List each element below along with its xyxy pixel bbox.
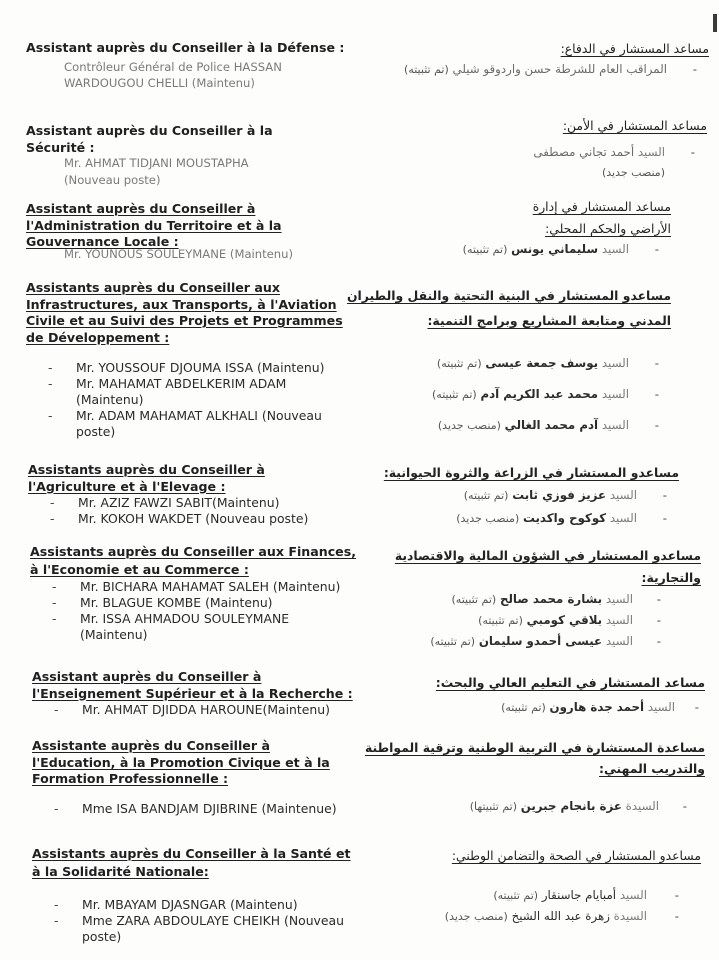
fr-section-enseignement xyxy=(32,669,372,718)
ar-member: - السيدة عزة بانجام جبرين (تم تثبيتها) xyxy=(469,799,687,813)
ar-section-security xyxy=(377,115,707,182)
ar-member: - السيد عيسى أحمدو سليمان (تم تثبيته) xyxy=(430,634,661,648)
ar-member: - السيد آدم محمد الغالي (منصب جديد) xyxy=(437,418,659,432)
fr-section-education xyxy=(32,738,352,817)
ar-member: - السيد عزيز فوزي ثابت (تم تثبيته) xyxy=(463,488,667,502)
ar-section-education xyxy=(345,737,705,817)
ar-heading: مساعدة المستشارة في التربية الوطنية وترقية المواطنة والتدريب المهني: xyxy=(364,740,705,776)
fr-member: - Mr. KOKOH WAKDET (Nouveau poste) xyxy=(50,511,309,526)
fr-member: - Mr. MAHAMAT ABDELKERIM ADAM (Maintenu) xyxy=(48,376,287,407)
fr-member: - Mr. MBAYAM DJASNGAR (Maintenu) xyxy=(54,897,298,912)
ar-heading: مساعد المستشار في الدفاع: xyxy=(560,41,709,56)
ar-section-enseignement xyxy=(365,672,705,718)
ar-member: - السيد بلاقي كومبي (تم تثبيته) xyxy=(478,613,661,627)
fr-heading: Assistant auprès du Conseiller à l'Enseignement Supérieur et à la Recherche : xyxy=(32,669,353,701)
fr-heading: Assistants auprès du Conseiller aux Infrastructures, aux Transports, à l'Aviation Civile et au Suivi des Projets et Programmes de Développement : xyxy=(26,280,343,345)
ar-heading: مساعد المستشار في التعليم العالي والبحث: xyxy=(435,675,705,690)
ar-section-finances xyxy=(341,545,701,652)
ar-heading: مساعدو المستشار في الزراعة والثروة الحيوانية: xyxy=(383,465,679,480)
fr-member: WARDOUGOU CHELLI (Maintenu) xyxy=(64,75,255,90)
fr-heading: Assistant auprès du Conseiller à la Défense : xyxy=(26,40,345,55)
fr-member: - Mr. ADAM MAHAMAT ALKHALI (Nouveau poste) xyxy=(48,408,322,439)
fr-member: Contrôleur Général de Police HASSAN xyxy=(64,59,282,74)
fr-member: - Mr. BLAGUE KOMBE (Maintenu) xyxy=(52,595,273,610)
ar-section-agriculture xyxy=(349,462,679,530)
ar-member: - المراقب العام للشرطة حسن واردوقو شيلي (تم تثبيته) xyxy=(404,62,697,76)
fr-member: (Nouveau poste) xyxy=(64,173,161,187)
fr-heading: Assistants auprès du Conseiller à l'Agriculture et à l'Elevage : xyxy=(28,462,265,494)
fr-member: - Mme ISA BANDJAM DJIBRINE (Maintenue) xyxy=(54,800,337,816)
fr-member: Mr. AHMAT TIDJANI MOUSTAPHA xyxy=(64,156,249,170)
ar-section-sante xyxy=(361,845,701,927)
ar-heading: مساعدو المستشار في الصحة والتضامن الوطني: xyxy=(451,848,701,863)
ar-member: - السيد بشارة محمد صالح (تم تثبيته) xyxy=(451,592,661,606)
fr-heading: Assistant auprès du Conseiller à l'Administration du Territoire et à la Gouvernance Locale : xyxy=(26,201,282,249)
ar-heading: مساعد المستشار في إدارة الأراضي والحكم المحلي: xyxy=(532,199,671,236)
fr-member: - Mr. AZIZ FAWZI SABIT(Maintenu) xyxy=(50,495,280,510)
fr-section-infrastructures xyxy=(26,280,346,440)
ar-section-administration xyxy=(371,196,671,260)
ar-section-infrastructures xyxy=(341,283,671,441)
ar-member: - السيد كوكوح واكديت (منصب جديد) xyxy=(456,511,667,525)
fr-heading: Assistants auprès du Conseiller aux Finances, à l'Economie et au Commerce : xyxy=(30,544,357,577)
fr-heading: Assistants auprès du Conseiller à la Santé et à la Solidarité Nationale: xyxy=(32,846,351,879)
fr-member: - Mme ZARA ABDOULAYE CHEIKH (Nouveau poste) xyxy=(54,913,344,944)
ar-member: - السيد أحمد جدة هارون (تم تثبيته) xyxy=(501,700,699,714)
fr-member: - Mr. BICHARA MAHAMAT SALEH (Maintenu) xyxy=(52,579,341,594)
fr-member: Mr. YOUNOUS SOULEYMANE (Maintenu) xyxy=(64,246,294,261)
ar-member: - السيدة زهرة عبد الله الشيخ (منصب جديد) xyxy=(444,909,679,923)
fr-section-security xyxy=(26,123,286,191)
ar-member: - السيد يوسف جمعة عيسى (تم تثبيته) xyxy=(436,356,659,370)
ar-member: - السيد سليماني يونس (تم تثبيته) xyxy=(462,242,659,256)
fr-section-defense xyxy=(26,40,366,94)
scan-edge-mark xyxy=(713,14,717,32)
fr-heading: Assistant auprès du Conseiller à la Sécurité : xyxy=(26,123,273,155)
fr-section-administration xyxy=(26,201,326,262)
fr-section-finances xyxy=(30,543,360,643)
fr-section-agriculture xyxy=(28,462,328,527)
ar-member: - السيد محمد عبد الكريم آدم (تم تثبيته) xyxy=(432,387,659,401)
fr-member: - Mr. ISSA AHMADOU SOULEYMANE (Maintenu) xyxy=(52,611,290,642)
ar-heading: مساعدو المستشار في الشؤون المالية والاقتصادية والتجارية: xyxy=(394,548,701,585)
ar-heading: مساعد المستشار في الأمن: xyxy=(562,118,707,133)
fr-section-sante xyxy=(32,845,362,945)
fr-member: - Mr. YOUSSOUF DJOUMA ISSA (Maintenu) xyxy=(48,360,325,375)
fr-heading: Assistante auprès du Conseiller à l'Education, à la Promotion Civique et à la Formation Professionnelle : xyxy=(32,738,330,786)
ar-heading: مساعدو المستشار في البنية التحتية والنقل والطيران المدني ومتابعة المشاريع وبرامج التنمية: xyxy=(346,288,671,328)
ar-section-defense xyxy=(369,38,709,80)
fr-member: - Mr. AHMAT DJIDDA HAROUNE(Maintenu) xyxy=(54,702,330,717)
ar-member: - السيد أمبايام جاسنقار (تم تثبيته) xyxy=(493,888,679,902)
ar-member: - السيد أحمد تجاني مصطفى (منصب جديد) xyxy=(533,145,695,179)
